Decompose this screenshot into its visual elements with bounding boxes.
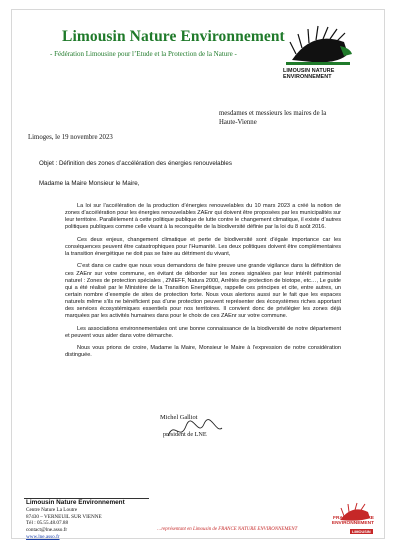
logo-caption: [283, 68, 334, 80]
letter-page: [12, 10, 384, 538]
body-paragraph: Ces deux enjeux, changement climatique et perte de biodiversité sont d’égale importance car les conséquences peuvent être catastrophiques pour l’Humanité. Les deux politiques doivent être complémentaires la transition énergétique ne doit pas se faire au détriment du vivant,: [65, 236, 341, 257]
organization-title: Limousin Nature Environnement: [62, 28, 285, 45]
fne-logo-caption: [326, 516, 374, 527]
body-paragraph: Les associations environnementales ont une bonne connaissance de la biodiversité de notre département et peuvent vous aider dans votre démarche.: [65, 325, 341, 339]
footer-phone: Tél : 05.55.48.07.88: [26, 520, 69, 527]
footer-website-link[interactable]: www.lne.asso.fr: [26, 533, 60, 540]
hedgehog-logo-icon: [282, 24, 354, 66]
letter-body: [65, 203, 341, 365]
footer-email[interactable]: contact@lne.asso.fr: [26, 527, 68, 534]
footer-org-name: Limousin Nature Environnement: [26, 499, 125, 506]
footer-contact: [26, 499, 125, 541]
footer-address1: Centre Nature La Loutre: [26, 507, 78, 513]
recipient-line2: Haute-Vienne: [219, 119, 257, 126]
fne-logo-line1: FRANCE NATURE: [333, 516, 374, 521]
handwritten-signature: [164, 418, 224, 442]
letter-date: Limoges, le 19 novembre 2023: [28, 134, 113, 141]
recipient-address: [219, 109, 369, 127]
body-paragraph: C’est dans ce cadre que nous vous demandons de faire preuve une grande vigilance dans la définition de ces ZAEnr sur votre commune, en évitant de déborder sur les zones signalées par leur intérêt patrimonial naturel : Zones de protection spéciales , ZNIEFF, Natura 2000, Arrêtés de protection de biotope, etc…, Le guide qui a été réalisé par le Ministère de la Transition Energétique, rappelle ces principes et cite, entre autres, un certain nombre d’exemple de sites de protection forte. Nous vous alertons aussi sur le fait que les espaces naturels même s’ils ne bénéficient pas d’une protection peuvent représenter des écosystèmes riches apportant des services écosystémiques essentiels pour nos territoires. Il convient donc de privilégier les zones déjà marquées par les activités humaines dans pour le choix de ces ZAEnr sur votre commune.: [65, 263, 341, 320]
body-paragraph: La loi sur l’accélération de la production d’énergies renouvelables du 10 mars 2023 a créé la notion de zones d’accélération pour les énergies renouvelables ZAEnr qui doivent être proposées par les municipalités sur leur territoire. Parallèlement à cette politique publique de lutte contre le changement climatique, il existe d’autres politiques publiques comme celle visant à la reconquête de la biodiversité définie par la loi du 8 août 2016.: [65, 203, 341, 231]
fne-logo-line2: ENVIRONNEMENT: [331, 521, 374, 527]
organization-subtitle: - Fédération Limousine pour l’Etude et la Protection de la Nature -: [50, 50, 237, 58]
logo-caption-line2: ENVIRONNEMENT: [283, 74, 332, 80]
letter-object: Objet : Définition des zones d’accélération des énergies renouvelables: [39, 160, 232, 167]
fne-region-badge: LIMOUSIN: [352, 529, 371, 534]
signatory-name: Michel Galliot: [160, 414, 198, 421]
recipient-line1: mesdames et messieurs les maires de la: [219, 110, 327, 117]
body-paragraph: Nous vous prions de croire, Madame la Maire, Monsieur le Maire à l’expression de notre considération distinguée.: [65, 345, 341, 359]
signatory-role: président de LNE: [163, 431, 207, 438]
letter-salutation: Madame la Maire Monsieur le Maire,: [39, 180, 140, 187]
logo-caption-line1: LIMOUSIN NATURE: [283, 68, 335, 74]
fne-representation-line: …représentant en Limousin de FRANCE NATURE ENVIRONNEMENT: [157, 527, 298, 532]
footer-address2: 87430 – VERNEUIL SUR VIENNE: [26, 513, 102, 520]
